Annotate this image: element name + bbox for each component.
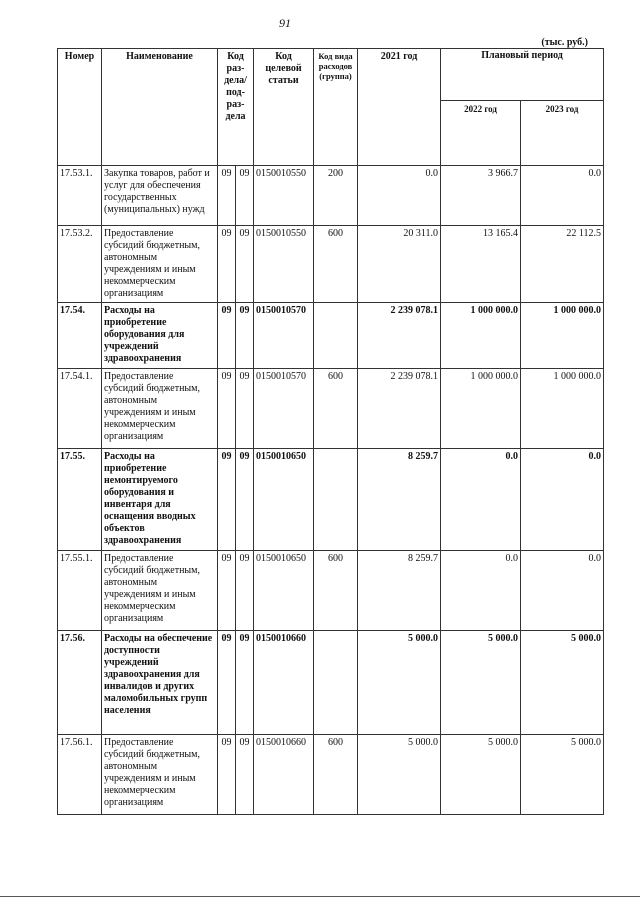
row-value-2021: 5 000.0	[358, 631, 441, 735]
row-value-2023: 0.0	[521, 551, 604, 631]
row-value-2021: 20 311.0	[358, 226, 441, 303]
header-year-2021: 2021 год	[358, 49, 441, 166]
row-value-2022: 0.0	[441, 551, 521, 631]
row-subsection: 09	[236, 369, 254, 449]
units-label: (тыс. руб.)	[541, 37, 588, 48]
row-subsection: 09	[236, 735, 254, 815]
table-row	[58, 166, 604, 226]
table-header	[58, 49, 604, 166]
row-subsection: 09	[236, 551, 254, 631]
table-row	[58, 735, 604, 815]
header-year-2022: 2022 год	[441, 100, 521, 165]
row-value-2021: 0.0	[358, 166, 441, 226]
row-target-code: 0150010570	[254, 369, 314, 449]
row-target-code: 0150010550	[254, 166, 314, 226]
row-number: 17.55.	[58, 449, 102, 551]
row-section: 09	[218, 449, 236, 551]
row-target-code: 0150010570	[254, 303, 314, 369]
budget-table	[57, 48, 604, 815]
row-number: 17.55.1.	[58, 551, 102, 631]
row-section: 09	[218, 735, 236, 815]
header-number: Номер	[58, 49, 102, 166]
row-name: Расходы на приобретение немонтируемого оборудования и инвентаря для оснащения вводных объектов здравоохранения	[102, 449, 218, 551]
row-value-2023: 5 000.0	[521, 631, 604, 735]
row-target-code: 0150010660	[254, 735, 314, 815]
row-expense-code: 600	[314, 551, 358, 631]
row-expense-code: 200	[314, 166, 358, 226]
row-number: 17.56.1.	[58, 735, 102, 815]
header-section-code: Код раз-дела/ под-раз-дела	[218, 49, 254, 166]
row-value-2023: 1 000 000.0	[521, 369, 604, 449]
row-name: Расходы на приобретение оборудования для учреждений здравоохранения	[102, 303, 218, 369]
row-expense-code: 600	[314, 735, 358, 815]
row-expense-code	[314, 631, 358, 735]
header-planned-period: Плановый период	[441, 49, 604, 101]
row-value-2022: 0.0	[441, 449, 521, 551]
row-section: 09	[218, 551, 236, 631]
row-subsection: 09	[236, 226, 254, 303]
table-row	[58, 369, 604, 449]
row-section: 09	[218, 303, 236, 369]
row-value-2021: 8 259.7	[358, 449, 441, 551]
row-section: 09	[218, 226, 236, 303]
row-name: Предоставление субсидий бюджетным, автономным учреждениям и иным некоммерческим организациям	[102, 226, 218, 303]
row-expense-code: 600	[314, 369, 358, 449]
header-expense-code: Код вида расходов (группа)	[314, 49, 358, 166]
row-value-2021: 2 239 078.1	[358, 303, 441, 369]
row-value-2023: 0.0	[521, 449, 604, 551]
row-value-2021: 2 239 078.1	[358, 369, 441, 449]
row-name: Расходы на обеспечение доступности учреждений здравоохранения для инвалидов и других маломобильных групп населения	[102, 631, 218, 735]
row-name: Предоставление субсидий бюджетным, автономным учреждениям и иным некоммерческим организациям	[102, 735, 218, 815]
row-name: Предоставление субсидий бюджетным, автономным учреждениям и иным некоммерческим организациям	[102, 551, 218, 631]
row-target-code: 0150010650	[254, 551, 314, 631]
row-target-code: 0150010550	[254, 226, 314, 303]
row-name: Предоставление субсидий бюджетным, автономным учреждениям и иным некоммерческим организациям	[102, 369, 218, 449]
row-number: 17.54.1.	[58, 369, 102, 449]
row-expense-code	[314, 303, 358, 369]
row-subsection: 09	[236, 303, 254, 369]
row-value-2022: 1 000 000.0	[441, 369, 521, 449]
row-section: 09	[218, 369, 236, 449]
row-section: 09	[218, 631, 236, 735]
row-value-2021: 8 259.7	[358, 551, 441, 631]
row-expense-code: 600	[314, 226, 358, 303]
row-target-code: 0150010650	[254, 449, 314, 551]
row-value-2023: 5 000.0	[521, 735, 604, 815]
row-value-2022: 5 000.0	[441, 631, 521, 735]
row-section: 09	[218, 166, 236, 226]
table-row	[58, 226, 604, 303]
table-row	[58, 631, 604, 735]
page-bottom-divider	[0, 896, 640, 897]
table-row	[58, 449, 604, 551]
row-subsection: 09	[236, 166, 254, 226]
row-number: 17.54.	[58, 303, 102, 369]
row-name: Закупка товаров, работ и услуг для обеспечения государственных (муниципальных) нужд	[102, 166, 218, 226]
header-year-2023: 2023 год	[521, 100, 604, 165]
row-value-2021: 5 000.0	[358, 735, 441, 815]
row-value-2023: 22 112.5	[521, 226, 604, 303]
row-value-2022: 5 000.0	[441, 735, 521, 815]
table-row	[58, 303, 604, 369]
row-value-2023: 1 000 000.0	[521, 303, 604, 369]
row-number: 17.56.	[58, 631, 102, 735]
header-target-code: Код целевой статьи	[254, 49, 314, 166]
header-name: Наименование	[102, 49, 218, 166]
row-value-2022: 13 165.4	[441, 226, 521, 303]
row-subsection: 09	[236, 449, 254, 551]
row-subsection: 09	[236, 631, 254, 735]
row-value-2022: 1 000 000.0	[441, 303, 521, 369]
row-target-code: 0150010660	[254, 631, 314, 735]
row-number: 17.53.2.	[58, 226, 102, 303]
row-expense-code	[314, 449, 358, 551]
row-number: 17.53.1.	[58, 166, 102, 226]
row-value-2022: 3 966.7	[441, 166, 521, 226]
page-number: 91	[279, 16, 291, 30]
table-row	[58, 551, 604, 631]
row-value-2023: 0.0	[521, 166, 604, 226]
table-body	[58, 166, 604, 815]
